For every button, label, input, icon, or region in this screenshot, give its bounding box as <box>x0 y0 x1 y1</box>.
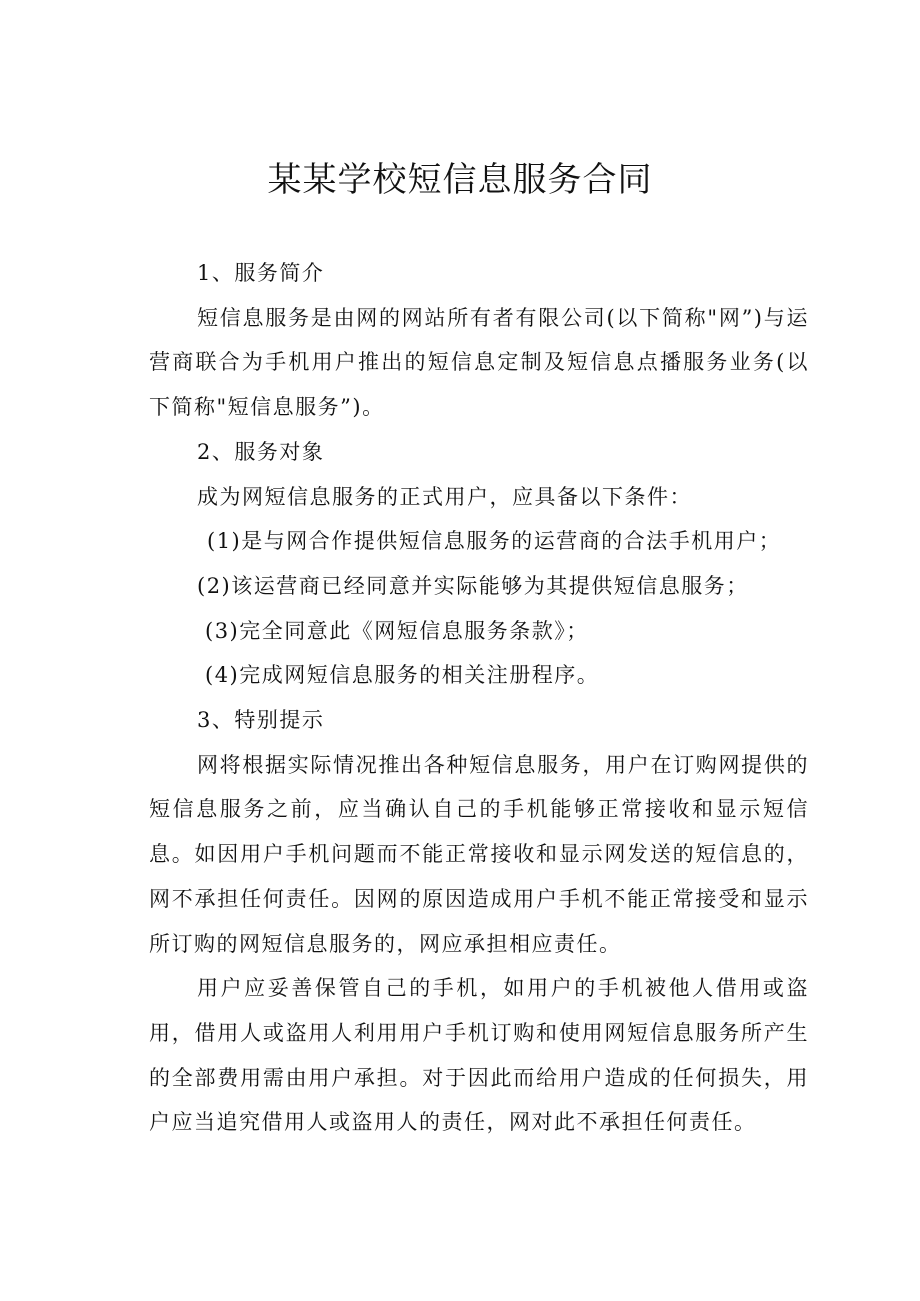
section-heading-service-intro: 1、服务简介 <box>197 261 325 285</box>
condition-item-1: (1)是与网合作提供短信息服务的运营商的合法手机用户； <box>207 529 782 554</box>
service-intro-paragraph: 短信息服务是由网的网站所有者有限公司(以下简称"网”)与运营商联合为手机用户推出的短信息定制及短信息点播服务业务(以下简称"短信息服务”)。 <box>149 305 809 420</box>
section-heading-special-notice: 3、特别提示 <box>197 708 325 733</box>
special-notice-paragraph-2: 用户应妥善保管自己的手机，如用户的手机被他人借用或盗用，借用人或盗用人利用用户手机订购和使用网短信息服务所产生的全部费用需由用户承担。对于因此而给用户造成的任何损失，用户应当追究借用人或盗用人的责任，网对此不承担任何责任。 <box>149 976 809 1135</box>
condition-item-2: (2)该运营商已经同意并实际能够为其提供短信息服务； <box>197 573 749 598</box>
document-title: 某某学校短信息服务合同 <box>267 160 653 200</box>
section-heading-service-target: 2、服务对象 <box>197 439 325 464</box>
special-notice-paragraph-1: 网将根据实际情况推出各种短信息服务，用户在订购网提供的短信息服务之前，应当确认自己的手机能够正常接收和显示短信息。如因用户手机问题而不能正常接收和显示网发送的短信息的，网不承担任何责任。因网的原因造成用户手机不能正常接受和显示所订购的网短信息服务的，网应承担相应责任。 <box>149 752 809 956</box>
document-body <box>149 251 809 1145</box>
condition-item-4: (4)完成网短信息服务的相关注册程序。 <box>205 663 600 688</box>
service-target-intro: 成为网短信息服务的正式用户，应具备以下条件： <box>197 484 692 509</box>
condition-item-3: (3)完全同意此《网短信息服务条款》； <box>205 618 589 643</box>
